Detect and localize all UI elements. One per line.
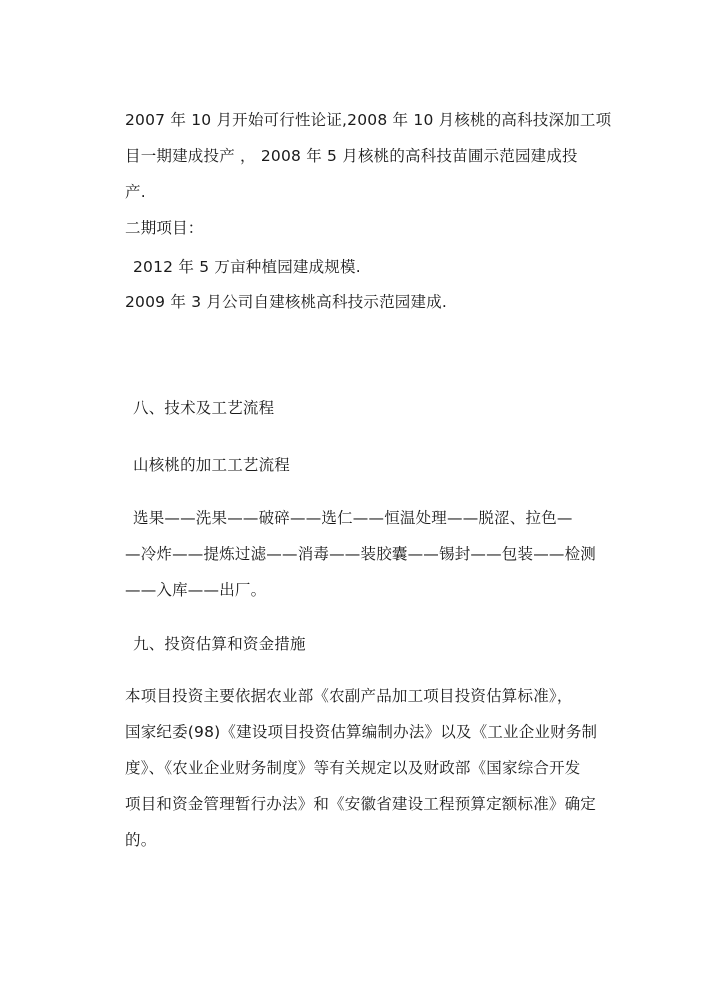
section-9-body-line-4: 项目和资金管理暂行办法》和《安徽省建设工程预算定额标准》确定 [125, 795, 597, 813]
section-8-title: 八、技术及工艺流程 [133, 399, 275, 417]
process-flow-line-3: ——入库——出厂。 [125, 581, 267, 599]
process-flow-line-2: —冷炸——提炼过滤——消毒——装胶囊——锡封——包装——检测 [125, 545, 597, 563]
phase2-label: 二期项目： [125, 219, 204, 237]
section-9-body-line-3: 度》、《农业企业财务制度》等有关规定以及财政部《国家综合开发 [125, 759, 581, 777]
intro-line-1: 2007 年 10 月开始可行性论证,2008 年 10 月核桃的高科技深加工项 [125, 111, 612, 129]
company-item: 2009 年 3 月公司自建核桃高科技示范园建成. [125, 293, 448, 311]
section-8-subtitle: 山核桃的加工工艺流程 [133, 456, 291, 474]
section-9-title: 九、投资估算和资金措施 [133, 635, 306, 653]
intro-line-3: 产. [125, 183, 146, 201]
process-flow-line-1: 选果——洗果——破碎——选仁——恒温处理——脱涩、拉色— [133, 509, 573, 527]
section-9-body-line-5: 的。 [125, 831, 157, 849]
section-9-body-line-2: 国家纪委(98)《建设项目投资估算编制办法》以及《工业企业财务制 [125, 723, 598, 741]
phase2-item: 2012 年 5 万亩种植园建成规模. [133, 258, 361, 276]
section-9-body-line-1: 本项目投资主要依据农业部《农副产品加工项目投资估算标准》， [125, 687, 573, 705]
intro-line-2: 目一期建成投产 ， 2008 年 5 月核桃的高科技苗圃示范园建成投 [125, 147, 578, 165]
